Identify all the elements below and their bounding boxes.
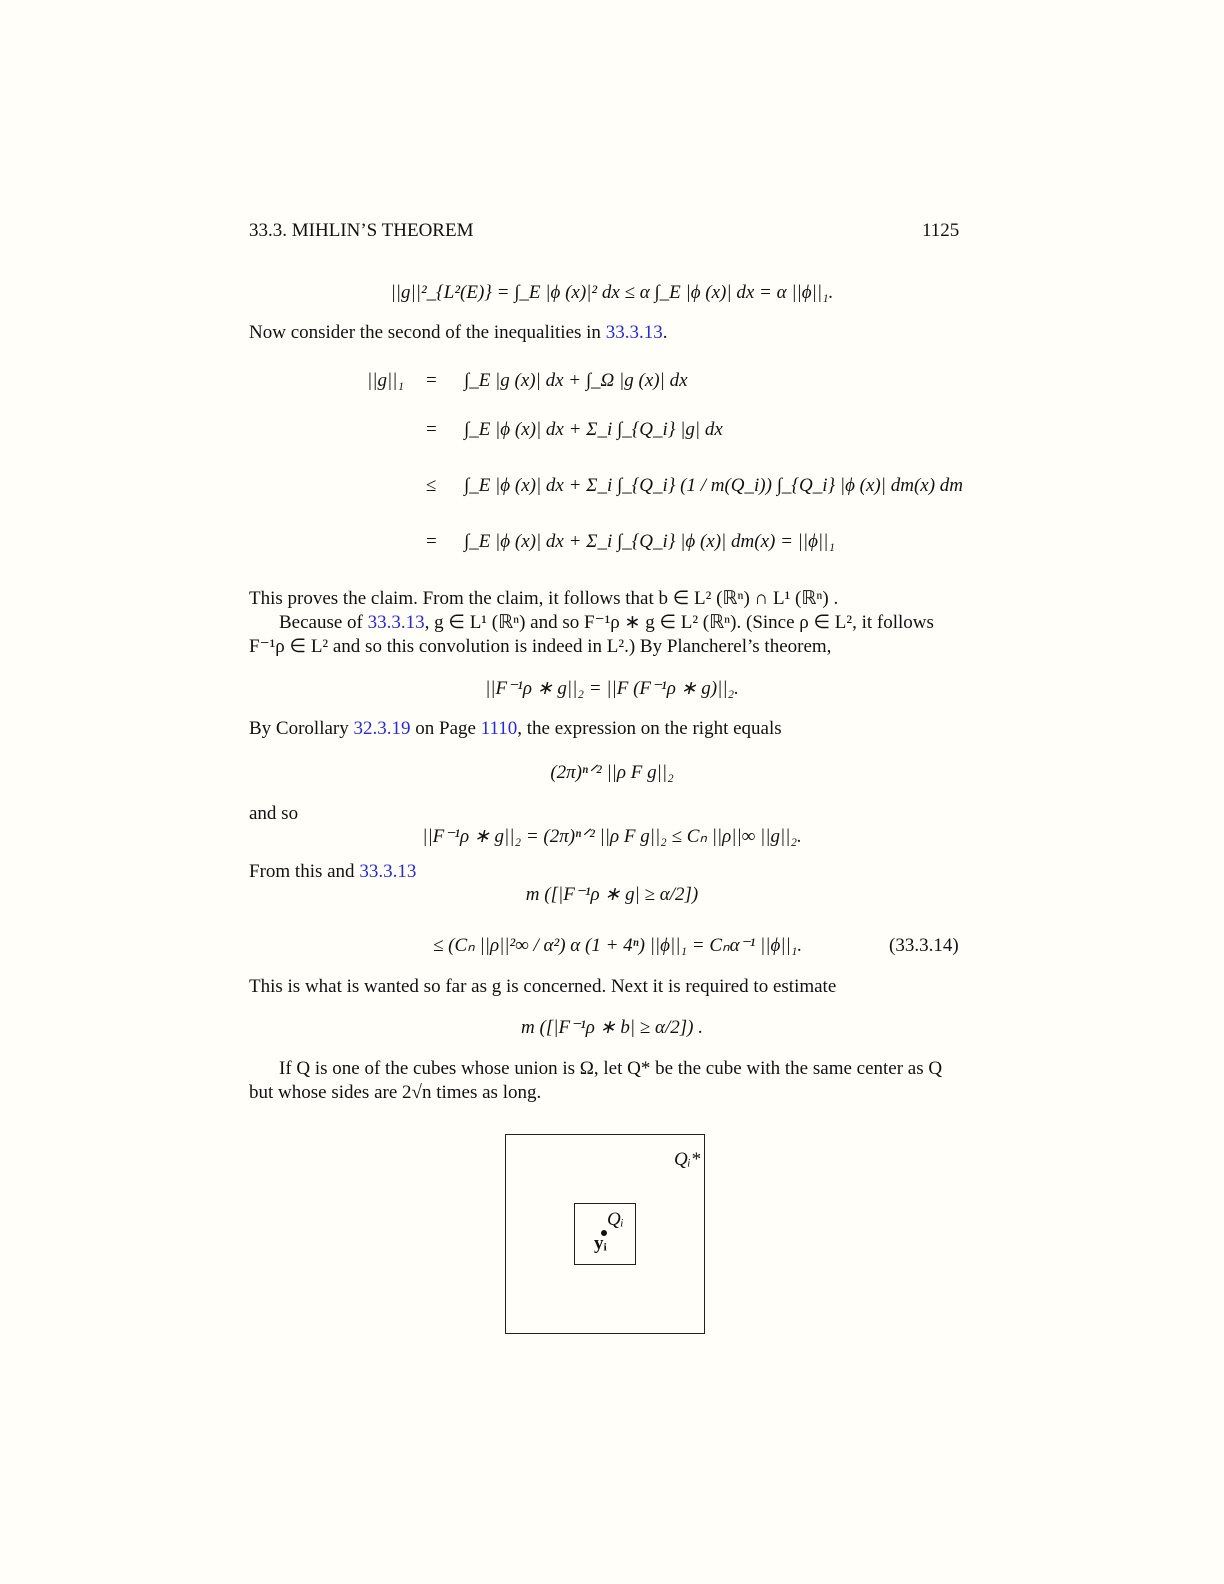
text: , the expression on the right equals [517,718,782,739]
text: , g ∈ L¹ (ℝⁿ) and so F⁻¹ρ ∗ g ∈ L² (ℝⁿ). (Since ρ ∈ L², it follows [424,612,934,633]
equation-5-line-2: ≤ (Cₙ ||ρ||²∞ / α²) α (1 + 4ⁿ) ||ϕ||₁ = Cₙα⁻¹ ||ϕ||₁. [433,935,803,956]
paragraph-2: This proves the claim. From the claim, it follows that b ∈ L² (ℝⁿ) ∩ L¹ (ℝⁿ) . [249,588,839,609]
align-rel: = [426,370,437,391]
equation-number: (33.3.14) [889,935,959,956]
inner-cube-label: Qᵢ [607,1209,624,1230]
align-rhs: ∫_E |ϕ (x)| dx + Σ_i ∫_{Q_i} |ϕ (x)| dm(x) = ||ϕ||₁ [464,531,835,552]
ref-link[interactable]: 33.3.13 [367,612,425,633]
paragraph-8-line-1: If Q is one of the cubes whose union is Ω, let Q* be the cube with the same center as Q [279,1058,943,1079]
text: . [662,322,668,343]
equation-6: m ([|F⁻¹ρ ∗ b| ≥ α/2]) . [521,1017,703,1038]
align-rel: = [426,531,437,552]
equation-2: ||F⁻¹ρ ∗ g||₂ = ||F (F⁻¹ρ ∗ g)||₂. [485,678,739,699]
equation-4: ||F⁻¹ρ ∗ g||₂ = (2π)ⁿᐟ² ||ρ F g||₂ ≤ Cₙ ||ρ||∞ ||g||₂. [422,826,802,847]
ref-link[interactable]: 33.3.13 [605,322,663,343]
running-header: 33.3. MIHLIN’S THEOREM [249,220,474,241]
corollary-link[interactable]: 32.3.19 [353,718,411,739]
paragraph-3-line-2: F⁻¹ρ ∈ L² and so this convolution is indeed in L².) By Plancherel’s theorem, [249,636,832,657]
align-lhs: ||g||₁ [367,370,404,391]
align-rhs: ∫_E |g (x)| dx + ∫_Ω |g (x)| dx [464,370,688,391]
equation-5-line-1: m ([|F⁻¹ρ ∗ g| ≥ α/2]) [525,884,699,905]
page-number: 1125 [922,220,960,241]
paragraph-7: This is what is wanted so far as g is concerned. Next it is required to estimate [249,976,837,997]
text: By Corollary [249,718,354,739]
paragraph-4 [249,717,782,741]
equation-1: ||g||²_{L²(E)} = ∫_E |ϕ (x)|² dx ≤ α ∫_E |ϕ (x)| dx = α ||ϕ||₁. [390,282,834,303]
align-rel: = [426,419,437,440]
align-rhs: ∫_E |ϕ (x)| dx + Σ_i ∫_{Q_i} |g| dx [464,419,723,440]
text: on Page [410,718,481,739]
page-link[interactable]: 1110 [480,718,518,739]
paragraph-6 [249,860,416,884]
text: Now consider the second of the inequalities in [249,322,606,343]
paragraph-1 [249,321,667,345]
text: From this and [249,861,360,882]
paragraph-8-line-2: but whose sides are 2√n times as long. [249,1082,542,1103]
text: Because of [279,612,368,633]
paragraph-5: and so [249,803,299,824]
align-rel: ≤ [426,475,437,496]
paragraph-3-line-1 [279,611,934,635]
ref-link[interactable]: 33.3.13 [359,861,417,882]
equation-3: (2π)ⁿᐟ² ||ρ F g||₂ [550,762,674,783]
outer-cube-label: Qᵢ* [674,1149,701,1170]
center-point-label: yᵢ [594,1233,607,1254]
align-rhs: ∫_E |ϕ (x)| dx + Σ_i ∫_{Q_i} (1 / m(Q_i)) ∫_{Q_i} |ϕ (x)| dm(x) dm [464,475,964,496]
